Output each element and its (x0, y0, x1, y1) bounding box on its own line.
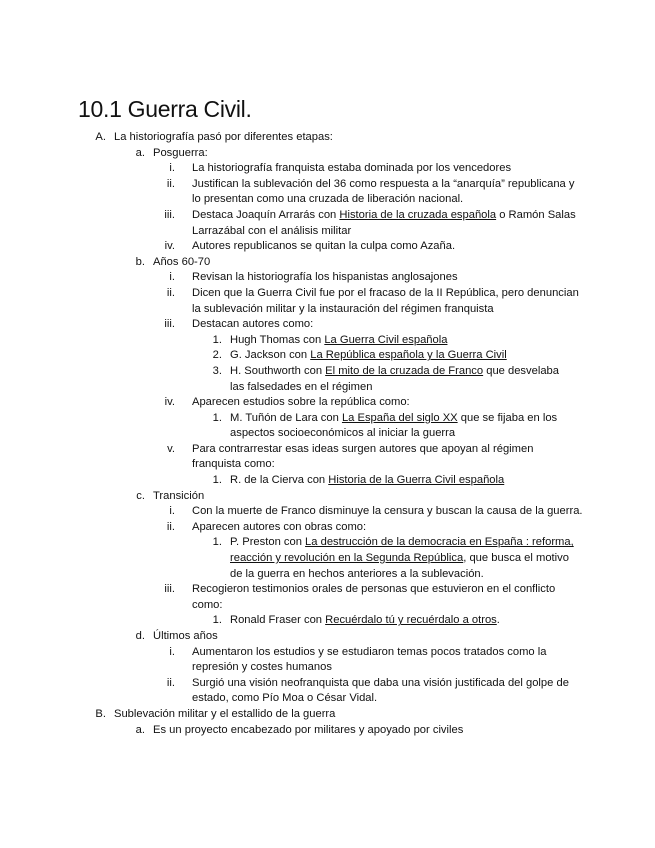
book-title-link[interactable]: Historia de la cruzada española (339, 208, 497, 221)
list-text: Sublevación militar y el estallido de la guerra (114, 707, 336, 720)
list-marker: b. (135, 255, 145, 268)
list-text: Es un proyecto encabezado por militares y apoyado por civiles (153, 723, 464, 736)
list-marker: iii. (164, 318, 175, 331)
list-text: Aparecen autores con obras como: (192, 520, 367, 533)
list-marker: 2. (212, 349, 222, 362)
list-text (230, 473, 575, 489)
list-item (0, 177, 655, 208)
list-item (0, 411, 655, 442)
list-text: Años 60-70 (153, 255, 211, 268)
list-text: Revisan la historiografía los hispanistas anglosajones (192, 271, 458, 284)
list-text (230, 333, 575, 349)
list-item (0, 613, 655, 629)
text-pre: H. Southworth con (230, 364, 326, 377)
text-post: que desvelaba las falsedades en el régimen (230, 364, 559, 393)
list-item (0, 676, 655, 707)
text-pre: M. Tuñón de Lara con (230, 411, 342, 424)
list-item (0, 629, 655, 645)
list-marker: i. (169, 505, 175, 518)
list-marker: v. (167, 442, 175, 455)
list-text: La historiografía franquista estaba dominada por los vencedores (192, 162, 512, 175)
list-marker: ii. (166, 520, 175, 533)
list-text: Aumentaron los estudios y se estudiaron temas pocos tratados como la represión y costes humanos (192, 645, 547, 674)
list-item (0, 239, 655, 255)
list-text (230, 364, 575, 395)
list-marker: iii. (164, 208, 175, 221)
list-item (0, 333, 655, 349)
list-text: Dicen que la Guerra Civil fue por el fracaso de la II República, pero denuncian la sublevación militar y la instauración del régimen franquista (192, 286, 579, 315)
list-item (0, 130, 655, 146)
list-text (230, 613, 575, 629)
list-text (230, 535, 575, 582)
list-item (0, 317, 655, 333)
list-marker: ii. (166, 676, 175, 689)
list-marker: i. (169, 645, 175, 658)
outline (0, 130, 655, 738)
list-text: Últimos años (153, 630, 218, 642)
text-pre: G. Jackson con (230, 349, 311, 362)
list-item (0, 208, 655, 239)
list-text: Surgió una visión neofranquista que daba una visión justificada del golpe de estado, como Pío Moa o César Vidal. (192, 676, 569, 705)
list-item (0, 707, 655, 723)
list-marker: i. (169, 271, 175, 284)
list-text: Autores republicanos se quitan la culpa como Azaña. (192, 240, 456, 253)
list-item (0, 520, 655, 536)
list-marker: 1. (212, 411, 222, 424)
list-marker: 1. (212, 474, 222, 487)
list-text: Para contrarrestar esas ideas surgen autores que apoyan al régimen franquista como: (192, 442, 534, 471)
book-title-link[interactable]: La República española y la Guerra Civil (310, 349, 507, 362)
list-marker: a. (135, 723, 145, 736)
text-post: o Ramón Salas Larrazábal con el análisis militar (192, 208, 576, 237)
list-text: Aparecen estudios sobre la república como: (192, 396, 410, 409)
list-marker: ii. (166, 177, 175, 190)
list-item (0, 535, 655, 582)
book-title-link[interactable]: La destrucción de la democracia en España : reforma, reacción y revolución en la Segunda República (230, 536, 574, 565)
page-title: 10.1 Guerra Civil. (78, 96, 252, 122)
list-item (0, 489, 655, 505)
list-marker: a. (135, 146, 145, 159)
book-title-link[interactable]: La Guerra Civil española (324, 333, 448, 346)
list-marker: 1. (212, 614, 222, 627)
list-text: Transición (153, 489, 205, 502)
list-text (230, 411, 575, 442)
list-item (0, 270, 655, 286)
list-text: Posguerra: (153, 146, 208, 159)
book-title-link[interactable]: La España del siglo XX (341, 411, 458, 424)
list-item (0, 255, 655, 271)
list-item (0, 364, 655, 395)
list-text: Destacan autores como: (192, 318, 314, 331)
list-marker: iv. (164, 396, 175, 409)
list-marker: iii. (164, 583, 175, 596)
list-marker: B. (95, 707, 106, 720)
list-item (0, 442, 655, 473)
list-marker: 1. (212, 333, 222, 346)
list-marker: c. (136, 489, 145, 502)
list-marker: iv. (164, 240, 175, 253)
list-marker: A. (95, 131, 106, 143)
list-text (230, 348, 575, 364)
text-pre: Hugh Thomas con (230, 333, 325, 346)
list-item (0, 395, 655, 411)
list-text: Recogieron testimonios orales de personas que estuvieron en el conflicto como: (192, 583, 556, 611)
book-title-link[interactable]: Recuérdalo tú y recuérdalo a otros (325, 614, 497, 627)
text-pre: Ronald Fraser con (230, 614, 326, 627)
list-marker: ii. (166, 286, 175, 299)
list-item (0, 146, 655, 162)
text-post: , que busca el motivo de la guerra en hechos anteriores a la sublevación. (230, 552, 569, 580)
list-item (0, 473, 655, 489)
list-item (0, 723, 655, 739)
list-text (192, 208, 583, 239)
list-item (0, 582, 655, 613)
text-pre: P. Preston con (230, 536, 306, 549)
list-text: Con la muerte de Franco disminuye la censura y buscan la causa de la guerra. (192, 505, 583, 518)
list-item (0, 286, 655, 317)
list-item (0, 348, 655, 364)
text-post: que se fijaba en los aspectos socioeconómicos al iniciar la guerra (230, 411, 558, 440)
list-text: Justifican la sublevación del 36 como respuesta a la “anarquía” republicana y lo presentan como una cruzada de liberación nacional. (192, 177, 575, 206)
text-post: . (496, 614, 500, 627)
list-item (0, 161, 655, 177)
text-pre: Destaca Joaquín Arrarás con (192, 208, 340, 221)
list-marker: d. (135, 630, 145, 642)
book-title-link[interactable]: El mito de la cruzada de Franco (325, 364, 484, 377)
list-text: La historiografía pasó por diferentes etapas: (114, 131, 333, 143)
list-item (0, 504, 655, 520)
list-marker: 3. (212, 364, 222, 377)
text-pre: R. de la Cierva con (230, 474, 329, 487)
book-title-link[interactable]: Historia de la Guerra Civil española (328, 474, 505, 487)
list-marker: i. (169, 162, 175, 175)
list-item (0, 645, 655, 676)
list-marker: 1. (212, 536, 222, 549)
